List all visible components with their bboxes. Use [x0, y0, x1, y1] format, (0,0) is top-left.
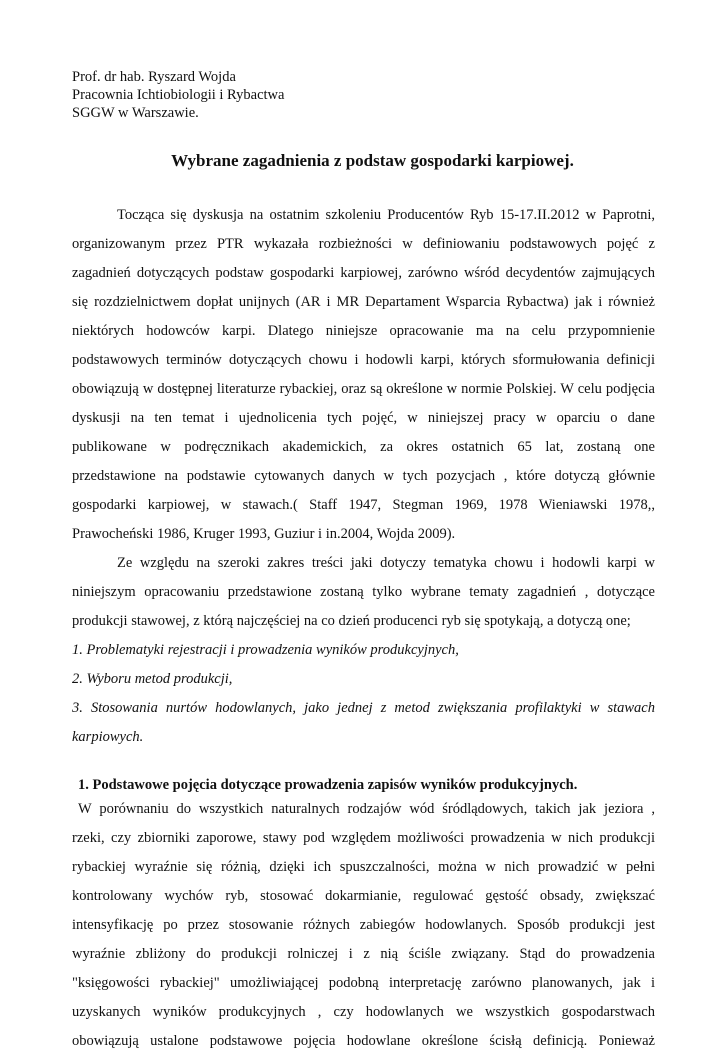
paragraph-line: uzyskanych wyników produkcyjnych , czy hodowlanych we wszystkich gospodarstwach [72, 1004, 655, 1020]
author-block [72, 68, 284, 122]
paragraph-line: intensyfikację po przez stosowanie różnych zabiegów hodowlanych. Sposób produkcji jest [72, 917, 655, 933]
paragraph-line: się rozdzielnictwem dopłat unijnych (AR i MR Departament Wsparcia Rybactwa) jak i również [72, 294, 655, 310]
topic-list-item: 3. Stosowania nurtów hodowlanych, jako jednej z metod zwiększania profilaktyki w stawach [72, 700, 655, 716]
paragraph-line: obowiązują w dostępnej literaturze rybackiej, oraz są określone w normie Polskiej. W celu podjęcia [72, 381, 655, 397]
paragraph-line: Tocząca się dyskusja na ostatnim szkoleniu Producentów Ryb 15-17.II.2012 w Paprotni, [117, 207, 655, 223]
paragraph-line: dyskusji na ten temat i ujednolicenia tych pojęć, w niniejszej pracy w oparciu o dane [72, 410, 655, 426]
paragraph-line: rybackiej wyraźnie się różnią, dzięki ich spuszczalności, można w nich prowadzić w pełni [72, 859, 655, 875]
paragraph-line: publikowane w podręcznikach akademickich, za okres ostatnich 65 lat, zostaną one [72, 439, 655, 455]
topic-list-item-continuation: karpiowych. [72, 729, 144, 745]
topic-list-item: 1. Problematyki rejestracji i prowadzenia wyników produkcyjnych, [72, 642, 459, 658]
author-name: Prof. dr hab. Ryszard Wojda [72, 69, 236, 85]
paragraph-line: wyraźnie zbliżony do produkcji rolniczej i z nią ściśle związany. Stąd do prowadzenia [72, 946, 655, 962]
paragraph-line: produkcji stawowej, z którą najczęściej na co dzień producenci ryb się spotykają, a dotyczą one; [72, 613, 631, 629]
paragraph-line: Prawocheński 1986, Kruger 1993, Guziur i in.2004, Wojda 2009). [72, 526, 456, 542]
paragraph-line: niniejszym opracowaniu przedstawione zostaną tylko wybrane tematy zagadnień , dotyczące [72, 584, 655, 600]
paragraph-line: organizowanym przez PTR wykazała rozbieżności w definiowaniu podstawowych pojęć z [72, 236, 655, 252]
author-department: Pracownia Ichtiobiologii i Rybactwa [72, 87, 285, 103]
paragraph-line: obowiązują ustalone podstawowe pojęcia hodowlane określone ścisłą definicją. Ponieważ [72, 1033, 655, 1049]
author-institution: SGGW w Warszawie. [72, 105, 199, 121]
paragraph-line: przedstawione na podstawie cytowanych danych w tych pozycjach , które dotyczą głównie [72, 468, 655, 484]
document-title: Wybrane zagadnienia z podstaw gospodarki karpiowej. [171, 151, 574, 170]
paragraph-line: podstawowych terminów dotyczących chowu i hodowli karpi, których sformułowania definicji [72, 352, 655, 368]
paragraph-line: Ze względu na szeroki zakres treści jaki dotyczy tematyka chowu i hodowli karpi w [117, 555, 655, 571]
paragraph-line: kontrolowany wychów ryb, stosować dokarmianie, regulować gęstość obsady, zwiększać [72, 888, 655, 904]
paragraph-line: rzeki, czy zbiorniki zaporowe, stawy pod względem możliwości prowadzenia w nich produkcji [72, 830, 655, 846]
paragraph-line: niektórych hodowców karpi. Dlatego niniejsze opracowanie ma na celu przypomnienie [72, 323, 655, 339]
topic-list-item: 2. Wyboru metod produkcji, [72, 671, 233, 687]
paragraph-line: W porównaniu do wszystkich naturalnych rodzajów wód śródlądowych, takich jak jeziora , [78, 801, 655, 817]
paragraph-line: gospodarki karpiowej, w stawach.( Staff 1947, Stegman 1969, 1978 Wieniawski 1978,, [72, 497, 655, 513]
section-heading: 1. Podstawowe pojęcia dotyczące prowadzenia zapisów wyników produkcyjnych. [78, 777, 578, 793]
paragraph-line: "księgowości rybackiej" umożliwiającej podobną interpretację zarówno planowanych, jak i [72, 975, 655, 991]
paragraph-line: zagadnień dotyczących podstaw gospodarki karpiowej, zarówno wśród decydentów zajmujących [72, 265, 655, 281]
